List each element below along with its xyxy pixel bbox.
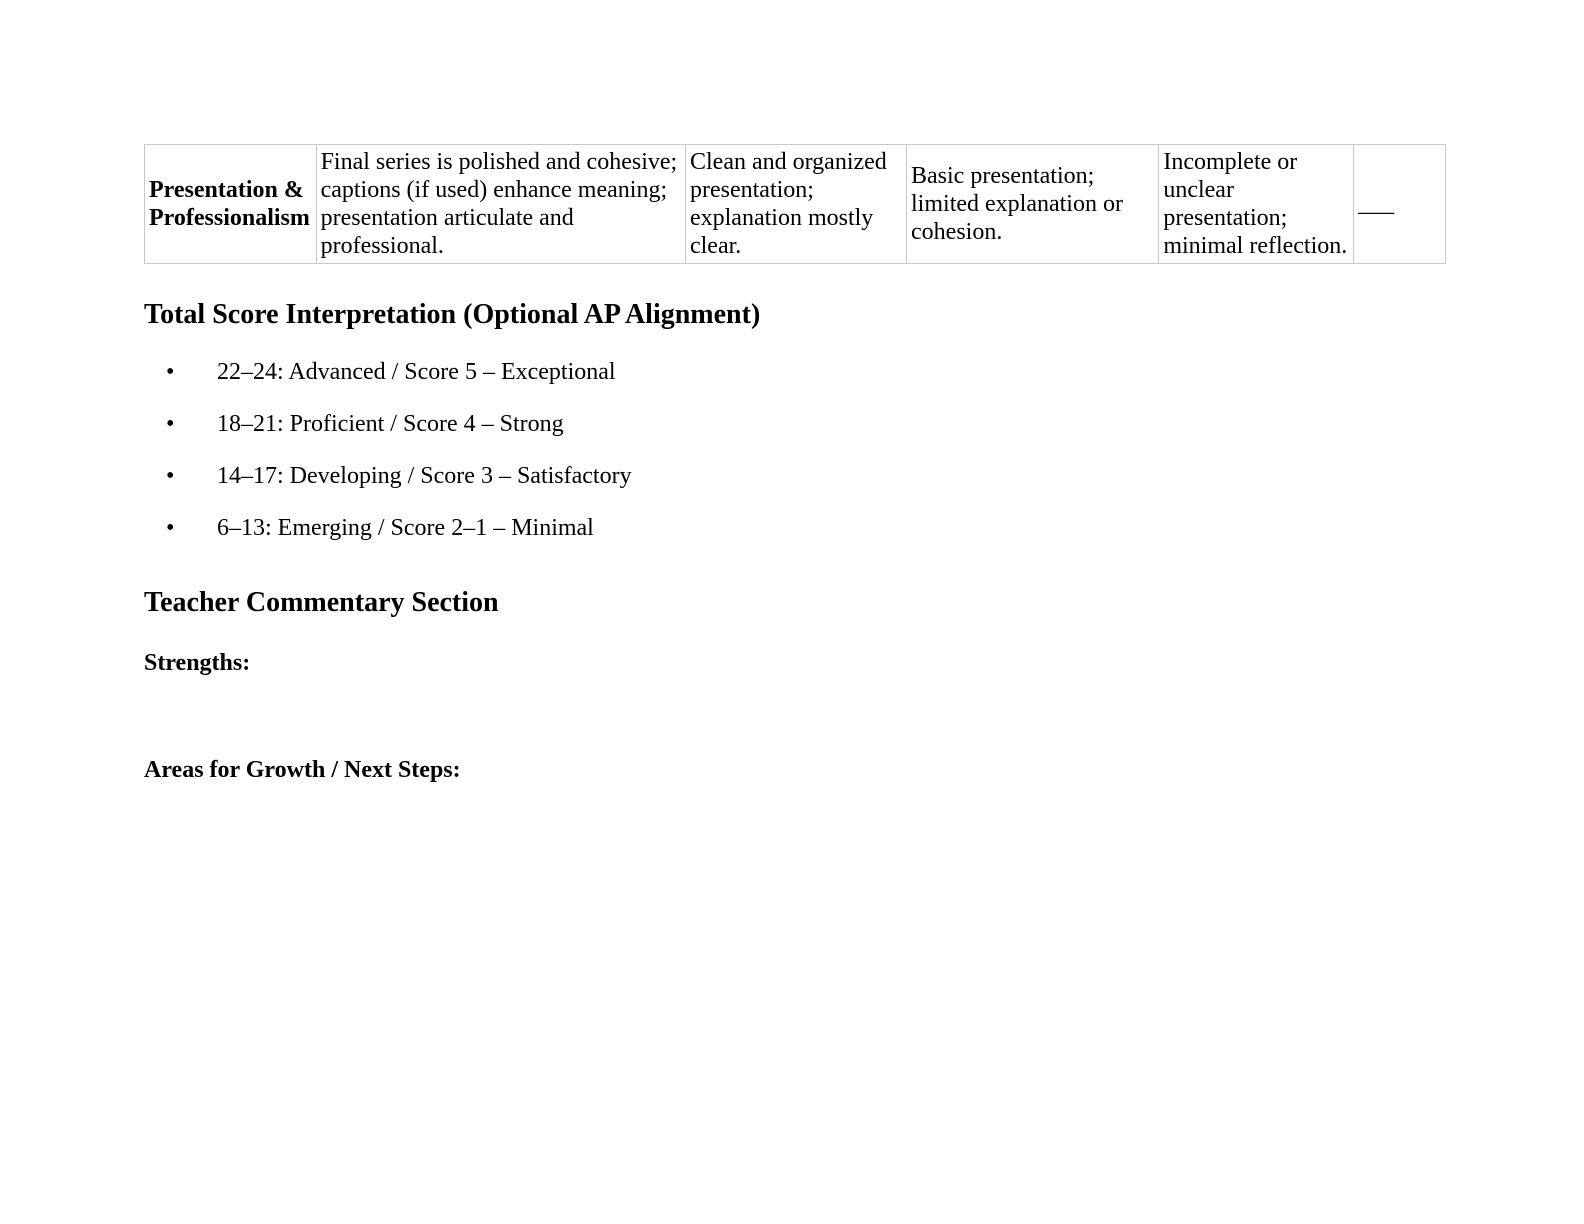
bullet-icon: • bbox=[166, 463, 175, 489]
bullet-icon: • bbox=[166, 411, 175, 437]
bullet-icon: • bbox=[166, 515, 175, 541]
list-item bbox=[144, 410, 1440, 438]
strengths-label: Strengths: bbox=[144, 650, 251, 676]
growth-label: Areas for Growth / Next Steps: bbox=[144, 757, 461, 783]
list-item bbox=[144, 514, 1440, 542]
list-item bbox=[144, 358, 1440, 386]
list-item bbox=[144, 462, 1440, 490]
score-interpretation-heading: Total Score Interpretation (Optional AP Alignment) bbox=[144, 299, 761, 330]
score-blank-cell: ___ bbox=[1354, 145, 1446, 264]
criterion-cell: Presentation & Professionalism bbox=[145, 145, 317, 264]
table-row bbox=[145, 145, 1446, 264]
document-page bbox=[144, 144, 1440, 784]
level-1-cell: Final series is polished and cohesive; captions (if used) enhance meaning; presentation articulate and professional. bbox=[316, 145, 685, 264]
score-list bbox=[144, 358, 1440, 542]
score-item-text: 18–21: Proficient / Score 4 – Strong bbox=[217, 411, 564, 437]
rubric-table bbox=[144, 144, 1446, 264]
level-2-cell: Clean and organized presentation; explanation mostly clear. bbox=[685, 145, 906, 264]
score-item-text: 14–17: Developing / Score 3 – Satisfactory bbox=[217, 463, 632, 489]
score-item-text: 6–13: Emerging / Score 2–1 – Minimal bbox=[217, 515, 594, 541]
teacher-commentary-heading: Teacher Commentary Section bbox=[144, 587, 499, 618]
score-item-text: 22–24: Advanced / Score 5 – Exceptional bbox=[217, 359, 616, 385]
bullet-icon: • bbox=[166, 359, 175, 385]
level-3-cell: Basic presentation; limited explanation or cohesion. bbox=[907, 145, 1159, 264]
level-4-cell: Incomplete or unclear presentation; minimal reflection. bbox=[1159, 145, 1354, 264]
